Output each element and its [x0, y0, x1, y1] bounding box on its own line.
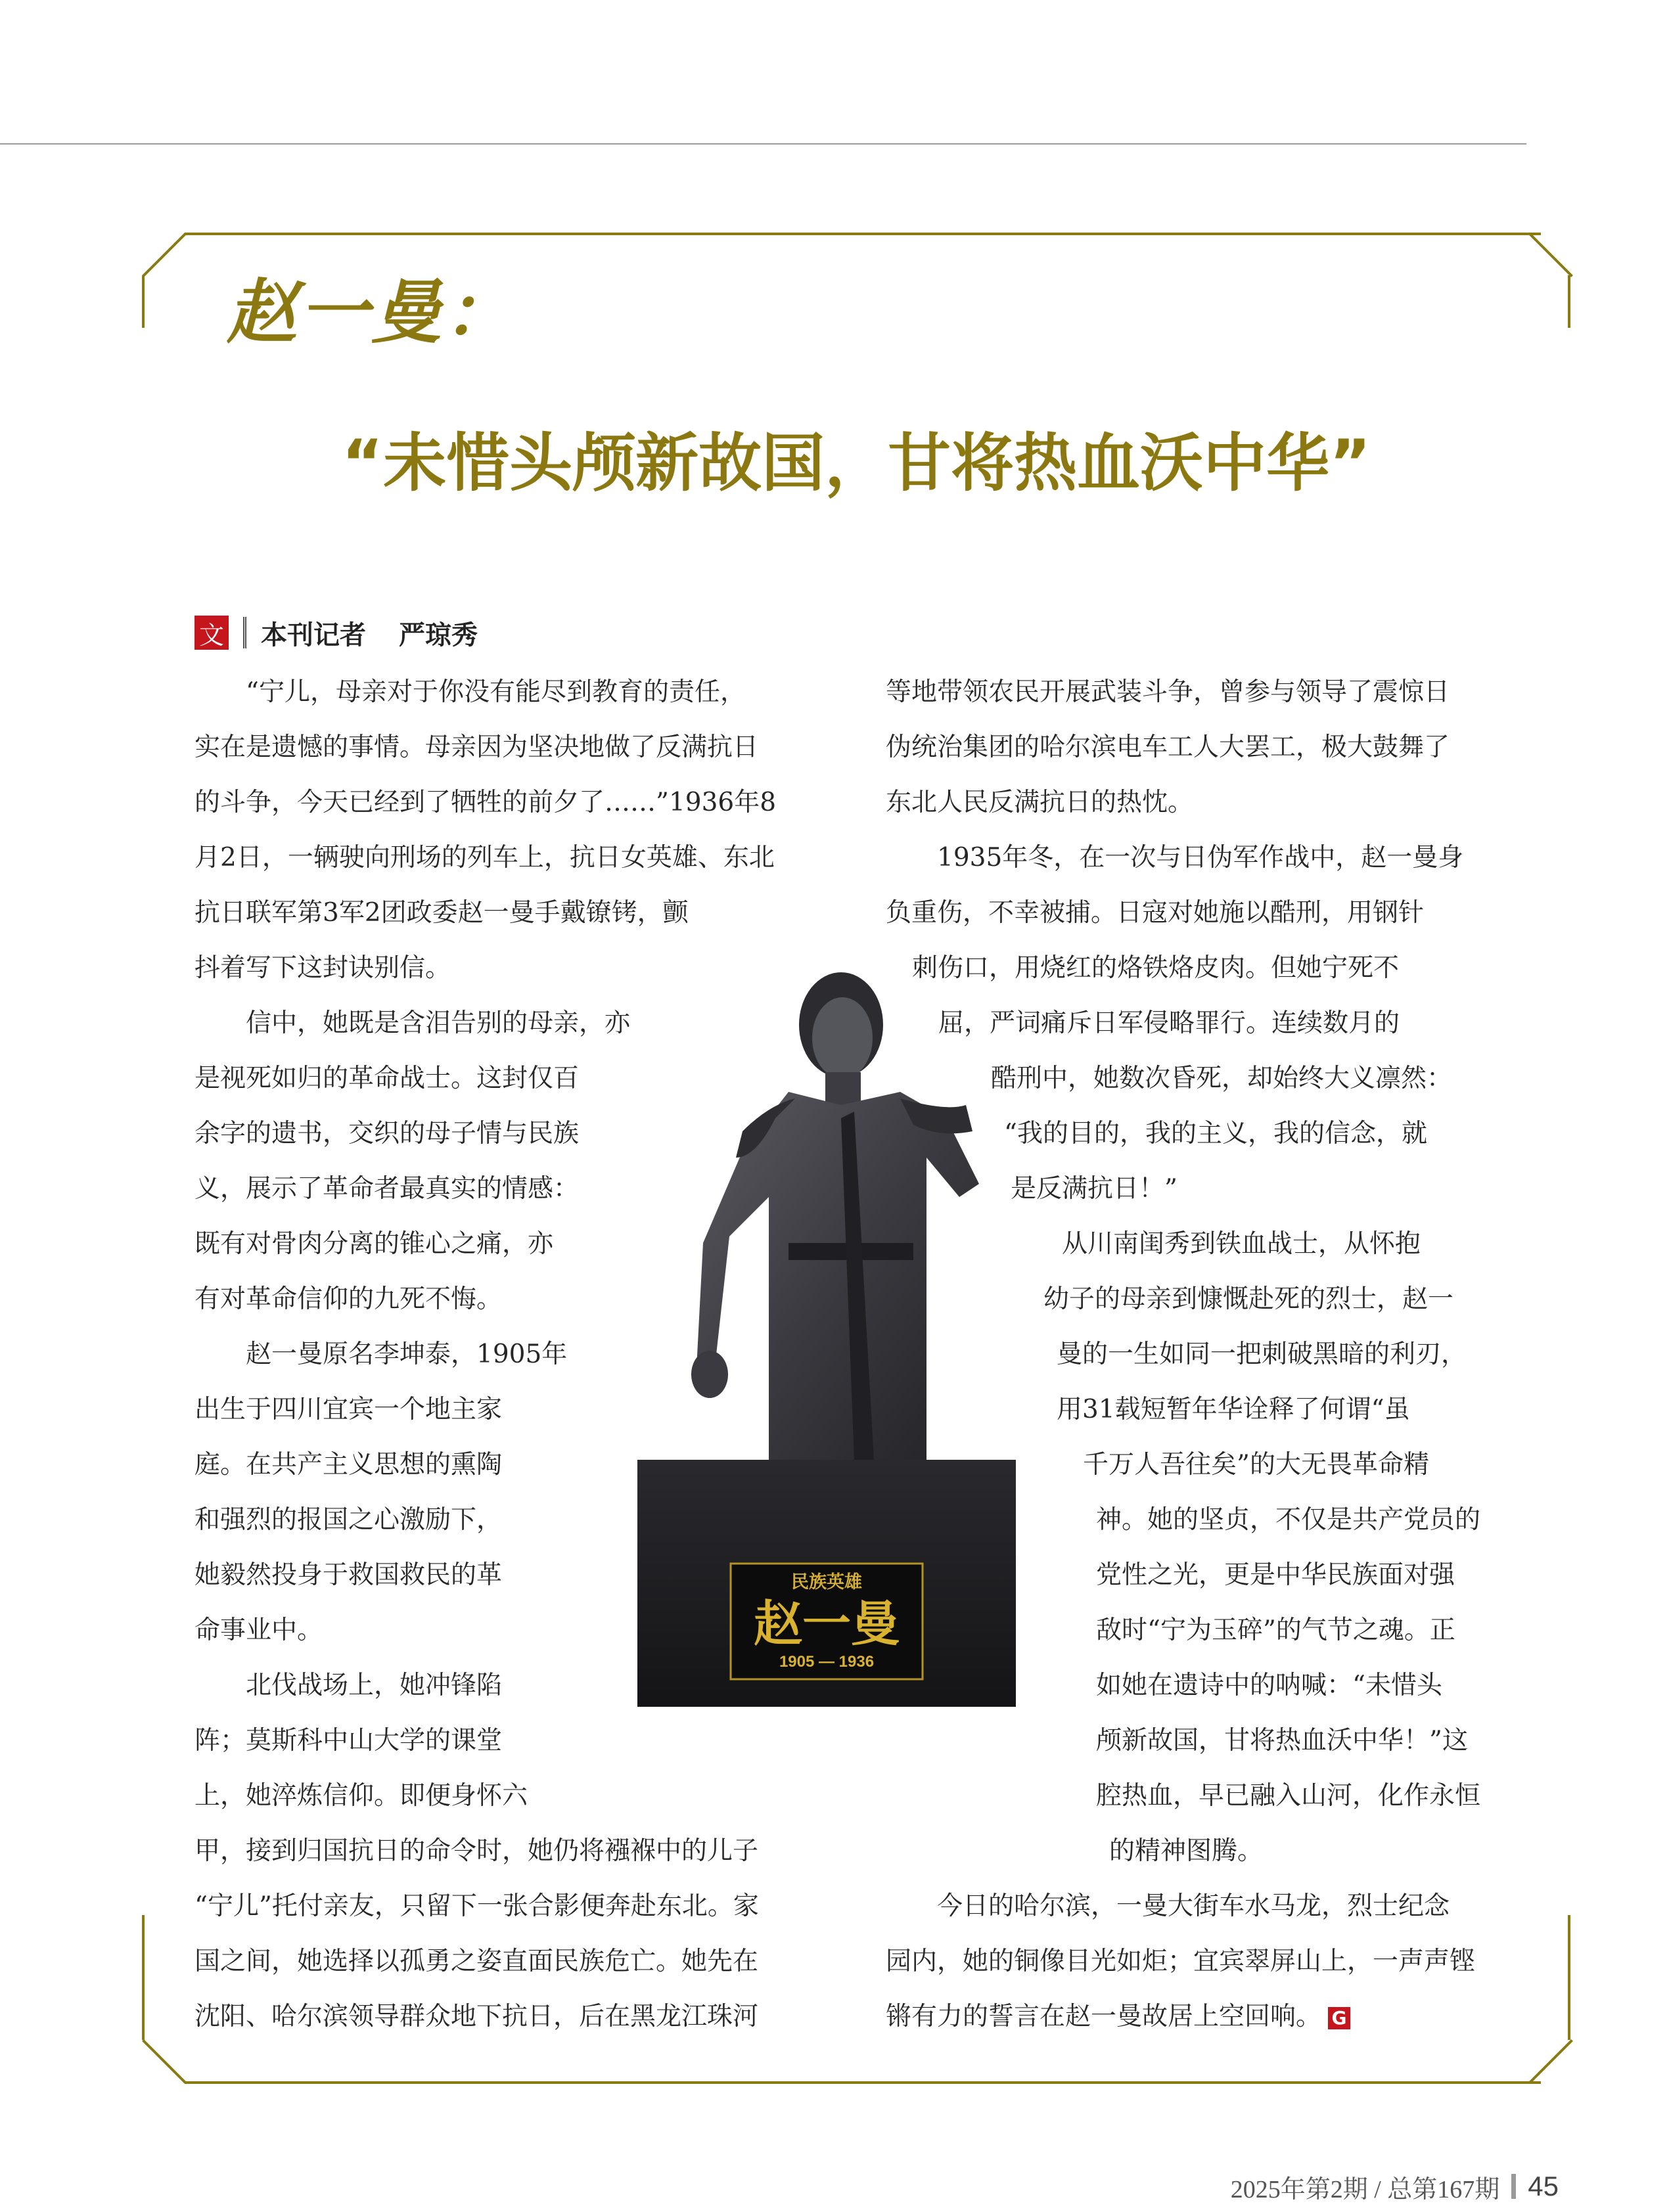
- body-line: “宁儿”托付亲友，只留下一张合影便奔赴东北。家: [194, 1891, 759, 1921]
- frame-top-border: [185, 233, 1541, 235]
- body-line: 的精神图腾。: [1109, 1836, 1264, 1866]
- body-line: “宁儿，母亲对于你没有能尽到教育的责任，: [194, 677, 746, 707]
- body-line: 命事业中。: [194, 1615, 323, 1645]
- article-title-quote: “未惜头颅新故国，甘将热血沃中华”: [342, 426, 1371, 500]
- body-line: 负重伤，不幸被捕。日寇对她施以酷刑，用钢针: [886, 898, 1425, 928]
- frame-corner-bottom-left: [142, 2039, 187, 2084]
- body-line: 今日的哈尔滨，一曼大街车水马龙，烈士纪念: [886, 1891, 1450, 1921]
- issue-info: 2025年第2期 / 总第167期: [1230, 2175, 1500, 2203]
- byline-separator: [243, 617, 246, 648]
- body-line: 庭。在共产主义思想的熏陶: [194, 1450, 503, 1479]
- plaque-name: 赵一曼: [754, 1596, 900, 1652]
- body-line: 从川南闺秀到铁血战士，从怀抱: [1011, 1229, 1421, 1259]
- byline-role: 本刊记者: [261, 620, 366, 650]
- byline: [194, 614, 478, 652]
- statue-figure: [691, 972, 979, 1460]
- body-line: 等地带领农民开展武装斗争，曾参与领导了震惊日: [886, 677, 1450, 707]
- frame-left-top-border: [142, 275, 145, 328]
- body-line: 的斗争，今天已经到了牺牲的前夕了……”1936年8: [194, 788, 777, 817]
- body-line: 有对革命信仰的九死不悔。: [194, 1284, 503, 1314]
- name-plaque: [731, 1564, 923, 1679]
- article-title-name: 赵一曼：: [227, 272, 516, 353]
- frame-corner-top-left: [142, 233, 187, 277]
- body-line: 和强烈的报国之心激励下，: [194, 1505, 503, 1535]
- body-line: 北伐战场上，她冲锋陷: [194, 1671, 503, 1700]
- body-line: 沈阳、哈尔滨领导群众地下抗日，后在黑龙江珠河: [194, 2002, 759, 2031]
- header-rule: [0, 143, 1526, 145]
- page-footer: [1231, 2169, 1559, 2203]
- body-line: 锵有力的誓言在赵一曼故居上空回响。 G: [886, 1989, 1511, 2044]
- body-line: 余字的遗书，交织的母子情与民族: [194, 1119, 580, 1148]
- body-line: 阵；莫斯科中山大学的课堂: [194, 1726, 503, 1755]
- body-line: 国之间，她选择以孤勇之姿直面民族危亡。她先在: [194, 1947, 759, 1976]
- statue-photo: [637, 960, 1016, 1707]
- footer-separator: [1511, 2174, 1516, 2199]
- body-line: 抗日联军第3军2团政委赵一曼手戴镣铐，颤: [194, 898, 689, 928]
- body-line: 1935年冬，在一次与日伪军作战中，赵一曼身: [886, 843, 1464, 872]
- body-line: 刺伤口，用烧红的烙铁烙皮肉。但她宁死不: [912, 953, 1400, 983]
- body-line: 酷刑中，她数次昏死，却始终大义凛然：: [991, 1064, 1453, 1093]
- body-line: 既有对骨肉分离的锥心之痛，亦: [194, 1229, 554, 1259]
- body-line: 园内，她的铜像目光如炬；宜宾翠屏山上，一声声铿: [886, 1947, 1476, 1976]
- byline-author: 严琼秀: [399, 620, 478, 650]
- body-line: 屈，严词痛斥日军侵略罪行。连续数月的: [938, 1008, 1400, 1038]
- body-line: 党性之光，更是中华民族面对强: [1096, 1560, 1455, 1590]
- body-line: “我的目的，我的主义，我的信念，就: [1004, 1119, 1427, 1148]
- body-line: 抖着写下这封诀别信。: [194, 953, 451, 983]
- body-line: 颅新故国，甘将热血沃中华！”这: [1096, 1726, 1468, 1755]
- body-line: 是反满抗日！”: [1011, 1174, 1177, 1204]
- text-badge: 文: [194, 616, 229, 650]
- page-number: 45: [1528, 2171, 1559, 2201]
- body-line: 伪统治集团的哈尔滨电车工人大罢工，极大鼓舞了: [886, 733, 1450, 762]
- body-line: 东北人民反满抗日的热忱。: [886, 788, 1194, 817]
- body-line: 如她在遗诗中的呐喊：“未惜头: [1096, 1671, 1442, 1700]
- body-line: 千万人吾往矣”的大无畏革命精: [1083, 1450, 1429, 1479]
- frame-left-bottom-border: [142, 1915, 145, 2040]
- frame-bottom-border: [185, 2081, 1541, 2084]
- body-line: 赵一曼原名李坤泰，1905年: [194, 1340, 568, 1369]
- frame-corner-bottom-right: [1528, 2039, 1573, 2084]
- body-line: 她毅然投身于救国救民的革: [194, 1560, 503, 1590]
- body-line: 上，她淬炼信仰。即便身怀六: [194, 1781, 528, 1811]
- body-line: 甲，接到归国抗日的命令时，她仍将襁褓中的儿子: [194, 1836, 759, 1866]
- frame-right-bottom-border: [1568, 1915, 1570, 2040]
- body-line: 用31载短暂年华诠释了何谓“虽: [1057, 1395, 1410, 1424]
- body-line: 神。她的坚贞，不仅是共产党员的: [1096, 1505, 1481, 1535]
- plaque-years: 1905 — 1936: [779, 1653, 875, 1671]
- body-line: 月2日，一辆驶向刑场的列车上，抗日女英雄、东北: [194, 843, 775, 872]
- end-mark-icon: G: [1328, 2007, 1350, 2029]
- body-line: 出生于四川宜宾一个地主家: [194, 1395, 503, 1424]
- body-line: 实在是遗憾的事情。母亲因为坚决地做了反满抗日: [194, 733, 759, 762]
- body-line: 曼的一生如同一把刺破黑暗的利刃，: [1057, 1340, 1467, 1369]
- plaque-heading: 民族英雄: [791, 1572, 862, 1592]
- frame-corner-top-right: [1528, 233, 1573, 277]
- body-line: 义，展示了革命者最真实的情感：: [194, 1174, 580, 1204]
- body-line: 是视死如归的革命战士。这封仅百: [194, 1064, 580, 1093]
- body-line: 敌时“宁为玉碎”的气节之魂。正: [1096, 1615, 1455, 1645]
- body-line: 信中，她既是含泪告别的母亲，亦: [194, 1008, 631, 1038]
- body-line: 腔热血，早已融入山河，化作永恒: [1096, 1781, 1481, 1811]
- frame-right-top-border: [1568, 275, 1570, 328]
- body-line: 幼子的母亲到慷慨赴死的烈士，赵一: [1043, 1284, 1454, 1314]
